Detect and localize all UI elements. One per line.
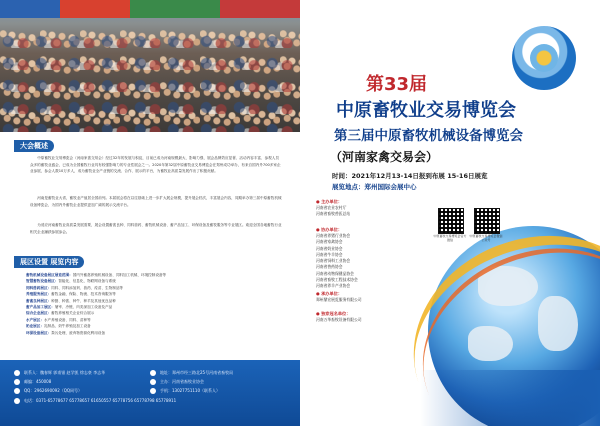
organizer-item: 河南省畜牧兽医总站 — [316, 211, 351, 217]
overview-para-1: 中原畜牧业交易博览会（河南家禽交易会）经过32年的发展与积淀，目前已成为河南规模最大、影响力强、展会品牌效应显著、活动内容丰富、参观人员众多的畜牧业盛会，已成为全国畜牧行业具有较强影响力的专业性展会之一。2020年第32届中原畜牧业交易博览会在郑州成功举办，有来自国内外700多家企业参展，参会人数10万多人，成为畜牧业全产业链的交流、合作、展示的平台，为畜牧业高质量发展作出了积极贡献。 — [30, 156, 281, 174]
banner-red — [60, 0, 130, 18]
sub-title: 第三届中原畜牧机械设备博览会 — [334, 128, 523, 144]
exhibit-desc: 饲料、饲料添加剂、兽药、疫苗、生物制品等 — [51, 285, 124, 290]
exhibit-row — [26, 330, 286, 336]
exhibit-desc: 智能化、信息化、物联网设备与系统 — [58, 279, 116, 284]
event-time: 时间：2021年12月13-14日报到布展 15-16日展览 — [332, 172, 488, 180]
organizer-item: 河南省牛羊协会 — [316, 251, 343, 257]
qr-code-account[interactable] — [474, 208, 500, 234]
exhibit-desc: 粪污处理、废弃物资源化利用设备 — [51, 330, 106, 335]
exhibit-name: 畜牧机械设备展区展览范围： — [26, 273, 73, 277]
phone-icon — [14, 398, 20, 404]
qr-label-account: 中原畜牧交易博览会微信公众号 — [469, 234, 503, 242]
section-tag-exhibits: 展区设置 展览内容 — [14, 256, 84, 268]
exhibit-desc: 种猪、种禽、种牛、种羊及其他优良品种 — [51, 298, 116, 303]
qr-code-official[interactable] — [438, 208, 464, 234]
organizer-item: 河南省农业农村厅 — [316, 205, 347, 210]
organizer-item: 河南省兽药协会 — [316, 264, 343, 270]
location-icon — [150, 370, 156, 376]
banner-green — [130, 0, 220, 18]
main-title: 中原畜牧业交易博览会 — [336, 100, 516, 121]
address: 地址：郑州市经三路北25号河南省畜牧局 — [160, 370, 234, 375]
company: 主办：河南省畜牧业协会 — [160, 379, 204, 384]
event-venue: 展览地点：郑州国际会展中心 — [332, 183, 417, 191]
exhibit-desc: 屠宰、冷链、肉类深加工设备及产品 — [54, 305, 113, 310]
alt-title: （河南家禽交易会） — [330, 150, 439, 164]
exhibit-desc: 畜牧金融、保险、物流、技术咨询服务等 — [51, 292, 116, 297]
qq-number: QQ：2962690092（QQ同号） — [24, 388, 83, 393]
overview-para-3: 为适应河南畜牧业高质量发展需要，展会设置畜禽良种、饲料兽药、畜牧机械设备、畜产品加工、环保设备及畜牧服务等专业展区。欢迎全国各地畜牧行业相关企业踊跃参展参会。 — [30, 223, 282, 234]
overview-para-2: 河南是畜牧业大省，畜牧业产值居全国前列。本届展会将在以往基础上进一步扩大展会规模，提升展会档次，丰富展会内容，同期举办第三届中原畜牧机械设备博览会，为国内外畜牧企业提供更加广阔的展示交流平台。 — [30, 196, 282, 207]
banner-blue — [0, 0, 60, 18]
qr-label-official: 中原畜牧交易博览会官方微信 — [433, 234, 467, 242]
organizer-sponsor — [316, 310, 436, 323]
organizer-item: 河南省奶业协会 — [316, 245, 343, 251]
organizer-item: 河南省养羊产业协会 — [316, 283, 351, 289]
phone-numbers: 电话：0371-65778677 65778657 61650557 65778756 65778798 65778911 — [24, 398, 177, 403]
organizer-item: 河南万华畜牧设备有限公司 — [316, 317, 362, 322]
contact-names: 联系人：魏春辉 郭甫银 赵学凯 徐志豪 李志华 — [24, 370, 106, 375]
mail-icon — [14, 379, 20, 385]
qq-icon — [14, 388, 20, 394]
organizer-item: 郑州鼎宏展览服务有限公司 — [316, 297, 362, 302]
edition-title: 第33届 — [366, 74, 428, 95]
organizer-item: 河南省动物保健品协会 — [316, 270, 354, 276]
organizer-host — [316, 198, 436, 218]
mobile: 手机：13027751110（联系人） — [160, 388, 220, 393]
exhibit-name: 养殖服务展区： — [26, 292, 52, 297]
company-icon — [150, 379, 156, 385]
organizer-heading: ● 协办单位： — [316, 227, 343, 232]
exhibit-list — [26, 272, 286, 336]
exhibition-crowd-photo — [0, 0, 300, 132]
exhibit-desc: 水产养殖设备、饲料、苗种等 — [43, 317, 91, 322]
section-tag-overview: 大会概述 — [14, 140, 54, 152]
logo-center-icon — [530, 44, 558, 72]
contact-footer — [0, 360, 300, 426]
organizer-item: 河南省畜牧工程技术协会 — [316, 277, 358, 283]
exhibit-name: 饲料兽药展区： — [26, 285, 52, 290]
person-icon — [14, 370, 20, 376]
exhibit-name: 水产展区： — [26, 317, 44, 322]
postcode: 邮编：450008 — [24, 379, 52, 384]
mobile-icon — [150, 388, 156, 394]
organizer-co — [316, 226, 436, 290]
organizer-heading: ● 承办单位： — [316, 291, 343, 296]
exhibit-name: 综合企业展区： — [26, 311, 52, 316]
banner-red-2 — [220, 0, 300, 18]
exhibit-name: 奶业展区： — [26, 324, 44, 329]
organizer-heading: ● 独家冠名单位： — [316, 311, 351, 316]
right-page — [300, 0, 600, 426]
organizer-item: 河南省家禽协会 — [316, 239, 343, 245]
crowd-texture-2 — [0, 26, 300, 132]
organizer-undertaker — [316, 290, 436, 303]
exhibit-desc: 国内外畜禽养殖机械设备、饲料加工机械、环境控制设备等 — [72, 273, 167, 277]
organizer-heading: ● 主办单位： — [316, 199, 343, 204]
exhibit-name: 智慧畜牧设备展区： — [26, 279, 59, 284]
exhibit-name: 畜禽良种展区： — [26, 298, 52, 303]
organizer-item: 河南省饲料工业协会 — [316, 258, 351, 264]
exhibit-desc: 畜牧养殖相关企业综合展示 — [51, 311, 95, 316]
bottom-blue-fade — [300, 370, 600, 426]
exhibit-desc: 乳制品、奶牛养殖及加工设备 — [43, 324, 91, 329]
exhibit-name: 环保设备展区： — [26, 330, 52, 335]
exhibit-name: 畜产品加工展区： — [26, 305, 55, 310]
organizer-item: 河南省养猪行业协会 — [316, 233, 351, 238]
